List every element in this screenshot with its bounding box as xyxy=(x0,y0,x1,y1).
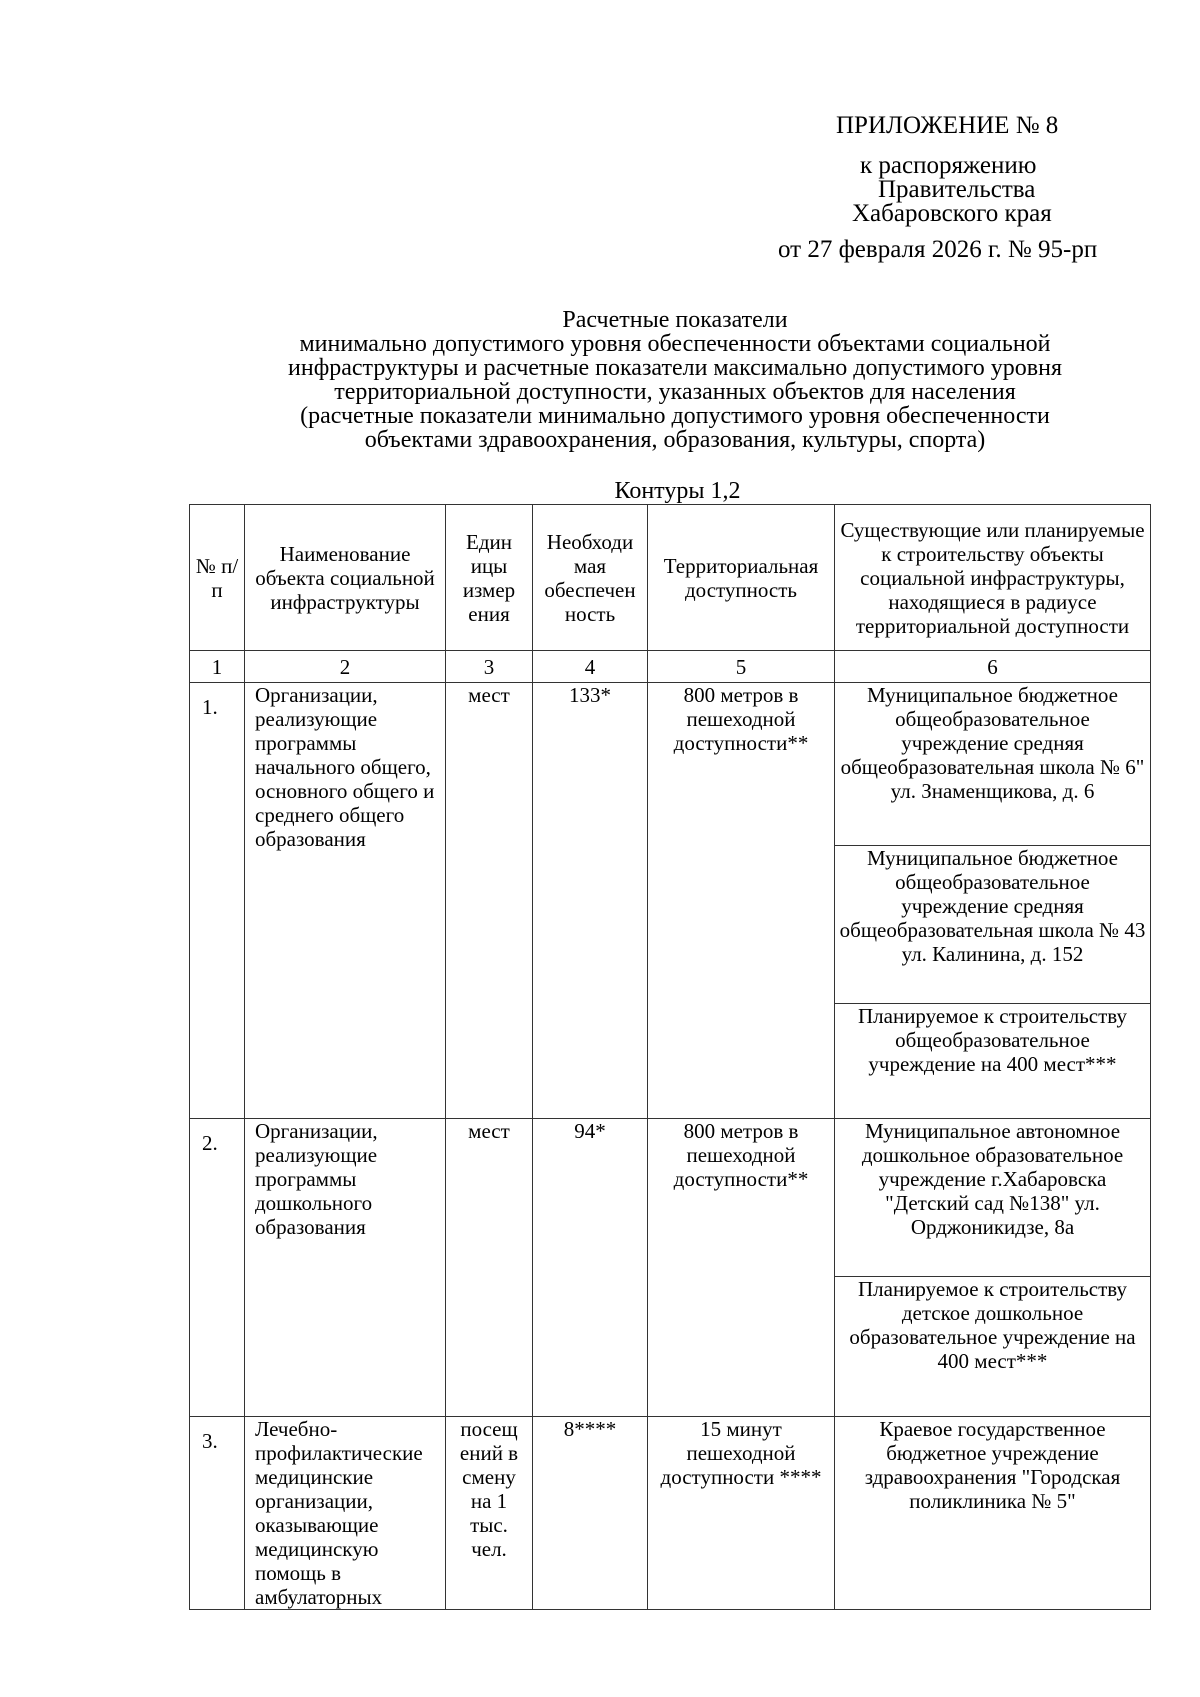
row-required-provision: 133* xyxy=(533,683,648,1119)
appendix-line-3: Хабаровского края xyxy=(852,200,1052,227)
appendix-title: ПРИЛОЖЕНИЕ № 8 xyxy=(836,112,1059,139)
table-row xyxy=(190,1119,1151,1277)
row-number: 1. xyxy=(190,683,245,1119)
row-territorial-access: 15 минут пешеходной доступности **** xyxy=(648,1417,835,1610)
row-existing-object: Планируемое к строительству детское дошкольное образовательное учреждение на 400 мест*** xyxy=(835,1277,1151,1417)
document-heading xyxy=(100,308,1200,452)
row-object-name: Организации, реализующие программы дошкольного образования xyxy=(245,1119,446,1417)
row-number: 3. xyxy=(190,1417,245,1610)
row-unit: мест xyxy=(446,683,533,1119)
row-required-provision: 8**** xyxy=(533,1417,648,1610)
index-cell: 4 xyxy=(533,651,648,683)
row-existing-object: Муниципальное бюджетное общеобразовательное учреждение средняя общеобразовательная школа № 43 ул. Калинина, д. 152 xyxy=(835,846,1151,1004)
row-object-name: Организации, реализующие программы начального общего, основного общего и среднего общего образования xyxy=(245,683,446,1119)
appendix-line-1: к распоряжению xyxy=(860,152,1037,179)
row-existing-object: Муниципальное бюджетное общеобразовательное учреждение средняя общеобразовательная школа № 6" ул. Знаменщикова, д. 6 xyxy=(835,683,1151,846)
header-existing-objects: Существующие или планируемые к строительству объекты социальной инфраструктуры, находящиеся в радиусе территориальной доступности xyxy=(835,505,1151,651)
heading-line-4: территориальной доступности, указанных объектов для населения xyxy=(334,379,1016,405)
row-existing-object: Краевое государственное бюджетное учреждение здравоохранения "Городская поликлиника № 5" xyxy=(835,1417,1151,1610)
header-required-provision: Необходи мая обеспечен ность xyxy=(533,505,648,651)
row-existing-object: Муниципальное автономное дошкольное образовательное учреждение г.Хабаровска "Детский сад №138" ул. Орджоникидзе, 8а xyxy=(835,1119,1151,1277)
table-row xyxy=(190,1417,1151,1610)
table-row xyxy=(190,683,1151,846)
indicators-table xyxy=(189,504,1151,1610)
row-number: 2. xyxy=(190,1119,245,1417)
heading-line-1: Расчетные показатели xyxy=(562,307,788,333)
heading-line-3: инфраструктуры и расчетные показатели максимально допустимого уровня xyxy=(288,355,1062,381)
row-unit: мест xyxy=(446,1119,533,1417)
header-number: № п/п xyxy=(190,505,245,651)
appendix-line-2: Правительства xyxy=(878,176,1036,203)
index-cell: 3 xyxy=(446,651,533,683)
heading-line-5: (расчетные показатели минимально допустимого уровня обеспеченности xyxy=(300,403,1050,429)
table-header-row xyxy=(190,505,1151,651)
index-cell: 5 xyxy=(648,651,835,683)
header-units: Един ицы измер ения xyxy=(446,505,533,651)
index-cell: 1 xyxy=(190,651,245,683)
table-index-row xyxy=(190,651,1151,683)
row-territorial-access: 800 метров в пешеходной доступности** xyxy=(648,683,835,1119)
header-territorial-access: Территориальная доступность xyxy=(648,505,835,651)
index-cell: 6 xyxy=(835,651,1151,683)
row-territorial-access: 800 метров в пешеходной доступности** xyxy=(648,1119,835,1417)
index-cell: 2 xyxy=(245,651,446,683)
header-object-name: Наименование объекта социальной инфраструктуры xyxy=(245,505,446,651)
heading-line-6: объектами здравоохранения, образования, культуры, спорта) xyxy=(364,427,986,453)
row-required-provision: 94* xyxy=(533,1119,648,1417)
heading-line-2: минимально допустимого уровня обеспеченности объектами социальной xyxy=(299,331,1051,357)
row-unit: посещ ений в смену на 1 тыс. чел. xyxy=(446,1417,533,1610)
row-object-name: Лечебно-профилактические медицинские организации, оказывающие медицинскую помощь в амбулаторных xyxy=(245,1417,446,1610)
contours-label: Контуры 1,2 xyxy=(614,478,741,504)
appendix-date: от 27 февраля 2026 г. № 95-рп xyxy=(778,236,1098,263)
row-existing-object: Планируемое к строительству общеобразовательное учреждение на 400 мест*** xyxy=(835,1004,1151,1119)
